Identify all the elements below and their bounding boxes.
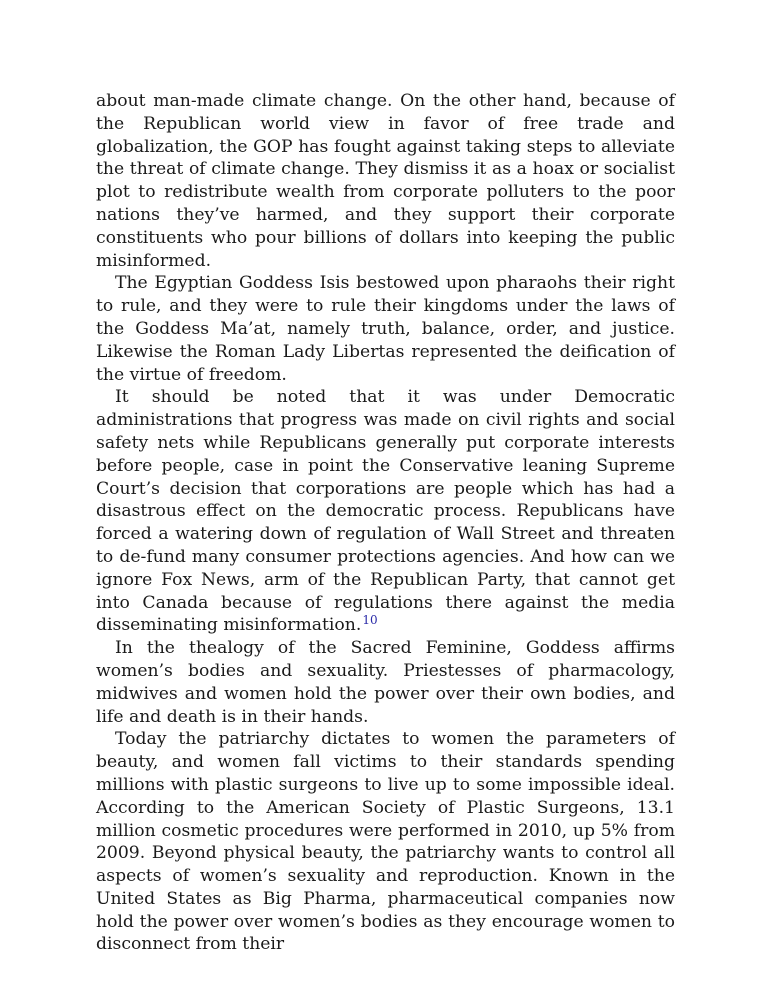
page-body <box>96 90 675 956</box>
paragraph-democratic-text: It should be noted that it was under Democratic administrations that progress was made on civil rights and social safety nets while Republicans generally put corporate interests before people, case in point the Conservative leaning Supreme Court’s decision that corporations are people which has had a disastrous effect on the democratic process. Republicans have forced a watering down of regulation of Wall Street and threaten to de-fund many consumer protections agencies. And how can we ignore Fox News, arm of the Republican Party, that cannot get into Canada because of regulations there against the media disseminating misinformation. <box>96 387 675 636</box>
paragraph-sacred-feminine: In the thealogy of the Sacred Feminine, Goddess affirms women’s bodies and sexuality. Priestesses of pharmacology, midwives and women hold the power over their own bodies, and life and death is in their hands. <box>96 638 675 727</box>
footnote-reference-link[interactable]: 10 <box>362 612 378 627</box>
paragraph-climate-change: about man-made climate change. On the other hand, because of the Republican world view in favor of free trade and globalization, the GOP has fought against taking steps to alleviate the threat of climate change. They dismiss it as a hoax or socialist plot to redistribute wealth from corporate polluters to the poor nations they’ve harmed, and they support their corporate constituents who pour billions of dollars into keeping the public misinformed. <box>96 91 675 271</box>
paragraph-isis-maat: The Egyptian Goddess Isis bestowed upon pharaohs their right to rule, and they were to rule their kingdoms under the laws of the Goddess Ma’at, namely truth, balance, order, and justice. Likewise the Roman Lady Libertas represented the deification of the virtue of freedom. <box>96 273 675 385</box>
paragraph-patriarchy-beauty: Today the patriarchy dictates to women the parameters of beauty, and women fall victims to their standards spending millions with plastic surgeons to live up to some impossible ideal. According to the American Society of Plastic Surgeons, 13.1 million cosmetic procedures were performed in 2010, up 5% from 2009. Beyond physical beauty, the patriarchy wants to control all aspects of women’s sexuality and reproduction. Known in the United States as Big Pharma, pharmaceutical companies now hold the power over women’s bodies as they encourage women to disconnect from their <box>96 729 675 955</box>
paragraph-democratic-administrations <box>96 386 675 637</box>
